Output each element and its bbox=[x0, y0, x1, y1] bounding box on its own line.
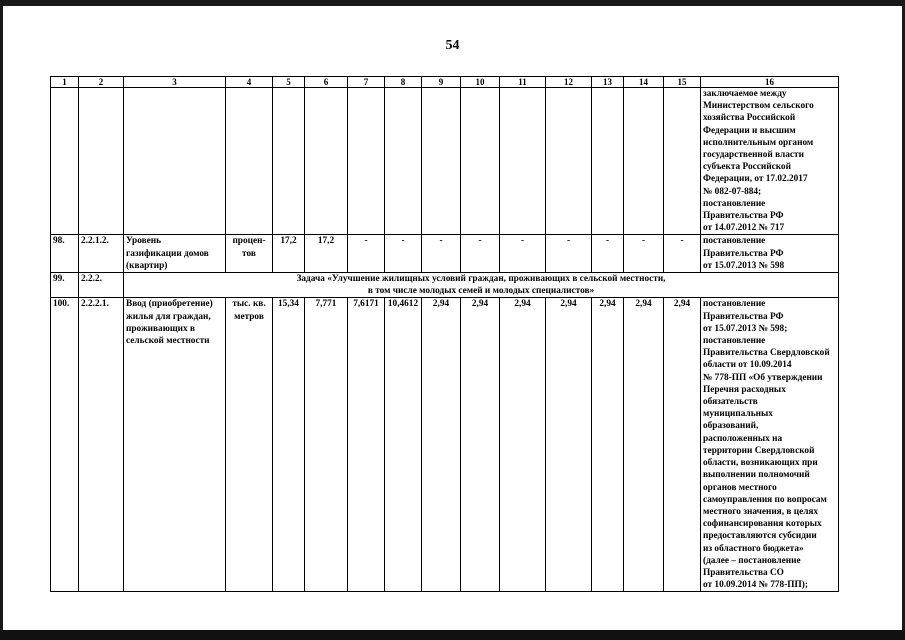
value-cell: 17,2 bbox=[305, 235, 348, 273]
header-cell: 3 bbox=[124, 77, 226, 88]
value-cell: 7,771 bbox=[305, 298, 348, 592]
header-cell: 11 bbox=[500, 77, 546, 88]
scan-border-top bbox=[0, 0, 905, 6]
header-cell: 4 bbox=[226, 77, 273, 88]
table-row-99 bbox=[51, 273, 839, 298]
row-code: 2.2.2. bbox=[79, 273, 124, 298]
header-cell: 7 bbox=[348, 77, 385, 88]
task-title: Задача «Улучшение жилищных условий граждан, проживающих в сельской местности, в том числе молодых семей и молодых специалистов» bbox=[124, 273, 839, 298]
header-cell: 14 bbox=[624, 77, 664, 88]
row-number: 100. bbox=[51, 298, 79, 592]
value-cell: - bbox=[624, 235, 664, 273]
value-cell: 17,2 bbox=[273, 235, 305, 273]
header-cell: 9 bbox=[422, 77, 461, 88]
value-cell: 2,94 bbox=[546, 298, 592, 592]
page-number: 54 bbox=[445, 38, 460, 53]
header-cell: 16 bbox=[701, 77, 839, 88]
header-cell: 2 bbox=[79, 77, 124, 88]
value-cell: - bbox=[500, 235, 546, 273]
value-cell: 2,94 bbox=[461, 298, 500, 592]
value-cell: 15,34 bbox=[273, 298, 305, 592]
unit-cell: тыс. кв. метров bbox=[226, 298, 273, 592]
scan-border-bottom bbox=[0, 630, 905, 640]
continuation-row bbox=[51, 88, 839, 235]
row-code: 2.2.2.1. bbox=[79, 298, 124, 592]
value-cell: 2,94 bbox=[664, 298, 701, 592]
table-row-100 bbox=[51, 298, 839, 592]
value-cell: - bbox=[348, 235, 385, 273]
header-cell: 10 bbox=[461, 77, 500, 88]
column-number-row bbox=[51, 77, 839, 88]
regulation-cell: постановление Правительства РФ от 15.07.2013 № 598; постановление Правительства Свердловской области от 10.09.2014 № 778-ПП «Об утверждении Перечня расходных обязательств муниципальных образований, расположенных на территории Свердловской области, возникающих при выполнении полномочий органов местного самоуправления по вопросам местного значения, в целях софинансирования которых предоставляются субсидии из областного бюджета» (далее – постановление Правительства СО от 10.09.2014 № 778-ПП); bbox=[701, 298, 839, 592]
value-cell: - bbox=[461, 235, 500, 273]
value-cell: - bbox=[546, 235, 592, 273]
row-number: 99. bbox=[51, 273, 79, 298]
value-cell: 2,94 bbox=[592, 298, 624, 592]
header-cell: 6 bbox=[305, 77, 348, 88]
unit-cell: процен- тов bbox=[226, 235, 273, 273]
regulation-cell: постановление Правительства РФ от 15.07.2013 № 598 bbox=[701, 235, 839, 273]
indicator-name: Уровень газификации домов (квартир) bbox=[124, 235, 226, 273]
indicators-table bbox=[50, 76, 839, 592]
value-cell: 2,94 bbox=[624, 298, 664, 592]
header-cell: 8 bbox=[385, 77, 422, 88]
table-row-98 bbox=[51, 235, 839, 273]
regulation-cell: заключаемое между Министерством сельского хозяйства Российской Федерации и высшим исполнительным органом государственной власти субъекта Российской Федерации, от 17.02.2017 № 082-07-884; постановление Правительства РФ от 14.07.2012 № 717 bbox=[701, 88, 839, 235]
value-cell: 7,6171 bbox=[348, 298, 385, 592]
header-cell: 13 bbox=[592, 77, 624, 88]
value-cell: - bbox=[422, 235, 461, 273]
value-cell: - bbox=[592, 235, 624, 273]
indicator-name: Ввод (приобретение) жилья для граждан, проживающих в сельской местности bbox=[124, 298, 226, 592]
value-cell: 2,94 bbox=[500, 298, 546, 592]
scan-border-left bbox=[0, 0, 3, 640]
value-cell: 2,94 bbox=[422, 298, 461, 592]
header-cell: 12 bbox=[546, 77, 592, 88]
header-cell: 5 bbox=[273, 77, 305, 88]
row-number: 98. bbox=[51, 235, 79, 273]
value-cell: - bbox=[385, 235, 422, 273]
value-cell: - bbox=[664, 235, 701, 273]
value-cell: 10,4612 bbox=[385, 298, 422, 592]
header-cell: 1 bbox=[51, 77, 79, 88]
header-cell: 15 bbox=[664, 77, 701, 88]
row-code: 2.2.1.2. bbox=[79, 235, 124, 273]
